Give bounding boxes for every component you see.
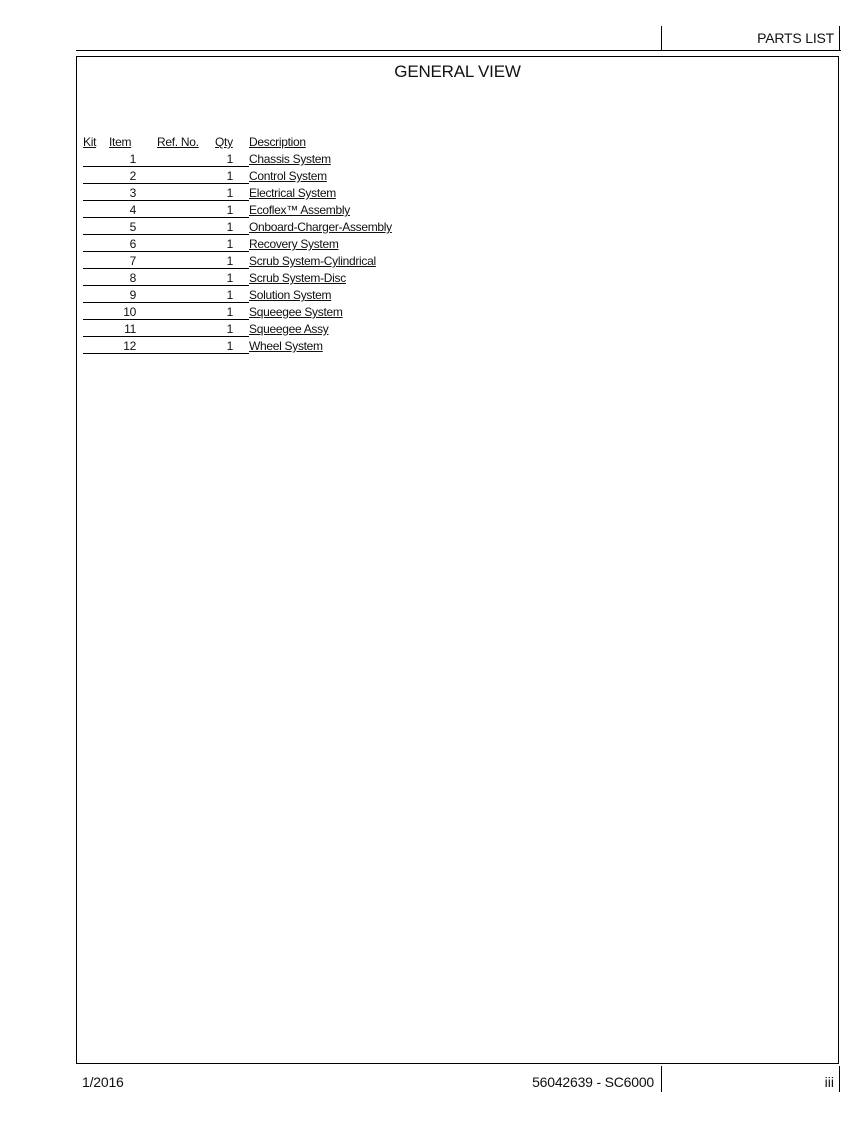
column-kit: Kit bbox=[83, 135, 97, 149]
cell-qty: 1 bbox=[226, 237, 233, 251]
cell-qty: 1 bbox=[226, 271, 233, 285]
cell-item: 9 bbox=[129, 288, 136, 302]
footer-page-number: iii bbox=[824, 1074, 834, 1090]
cell-item: 7 bbox=[129, 254, 136, 268]
cell-item: 8 bbox=[129, 271, 136, 285]
column-qty: Qty bbox=[215, 135, 233, 149]
cell-description: Chassis System bbox=[249, 152, 331, 166]
cell-item: 1 bbox=[129, 152, 136, 166]
cell-item: 10 bbox=[123, 305, 136, 319]
footer-date: 1/2016 bbox=[82, 1074, 124, 1090]
cell-item: 11 bbox=[124, 322, 136, 336]
cell-qty: 1 bbox=[226, 152, 233, 166]
cell-description: Ecoflex™ Assembly bbox=[249, 203, 350, 217]
cell-description: Electrical System bbox=[249, 186, 336, 200]
column-item: Item bbox=[109, 135, 132, 149]
cell-qty: 1 bbox=[226, 169, 233, 183]
cell-description: Scrub System-Cylindrical bbox=[249, 254, 376, 268]
section-title: PARTS LIST bbox=[757, 30, 834, 46]
content-frame bbox=[76, 56, 839, 1064]
cell-description: Squeegee Assy bbox=[249, 322, 329, 336]
cell-item: 5 bbox=[129, 220, 136, 234]
header-rule bbox=[76, 50, 841, 51]
cell-description: Scrub System-Disc bbox=[249, 271, 346, 285]
cell-item: 2 bbox=[129, 169, 136, 183]
cell-qty: 1 bbox=[226, 220, 233, 234]
footer-separator bbox=[661, 1066, 662, 1092]
column-description: Description bbox=[249, 135, 306, 149]
cell-description: Control System bbox=[249, 169, 327, 183]
page-title: GENERAL VIEW bbox=[394, 62, 521, 81]
footer-doc-number: 56042639 - SC6000 bbox=[532, 1074, 654, 1090]
footer-edge bbox=[839, 1066, 840, 1092]
cell-description: Wheel System bbox=[249, 339, 323, 353]
cell-description: Solution System bbox=[249, 288, 332, 302]
column-ref-no: Ref. No. bbox=[157, 135, 199, 149]
cell-item: 4 bbox=[129, 203, 136, 217]
cell-qty: 1 bbox=[226, 186, 233, 200]
cell-description: Squeegee System bbox=[249, 305, 343, 319]
cell-item: 6 bbox=[129, 237, 136, 251]
cell-item: 12 bbox=[123, 339, 136, 353]
cell-qty: 1 bbox=[226, 322, 233, 336]
header-edge bbox=[839, 26, 840, 50]
cell-qty: 1 bbox=[226, 305, 233, 319]
cell-description: Onboard-Charger-Assembly bbox=[249, 220, 392, 234]
cell-qty: 1 bbox=[226, 203, 233, 217]
cell-qty: 1 bbox=[226, 339, 233, 353]
cell-qty: 1 bbox=[226, 254, 233, 268]
cell-description: Recovery System bbox=[249, 237, 339, 251]
cell-item: 3 bbox=[129, 186, 136, 200]
header-separator bbox=[661, 26, 662, 50]
cell-qty: 1 bbox=[226, 288, 233, 302]
